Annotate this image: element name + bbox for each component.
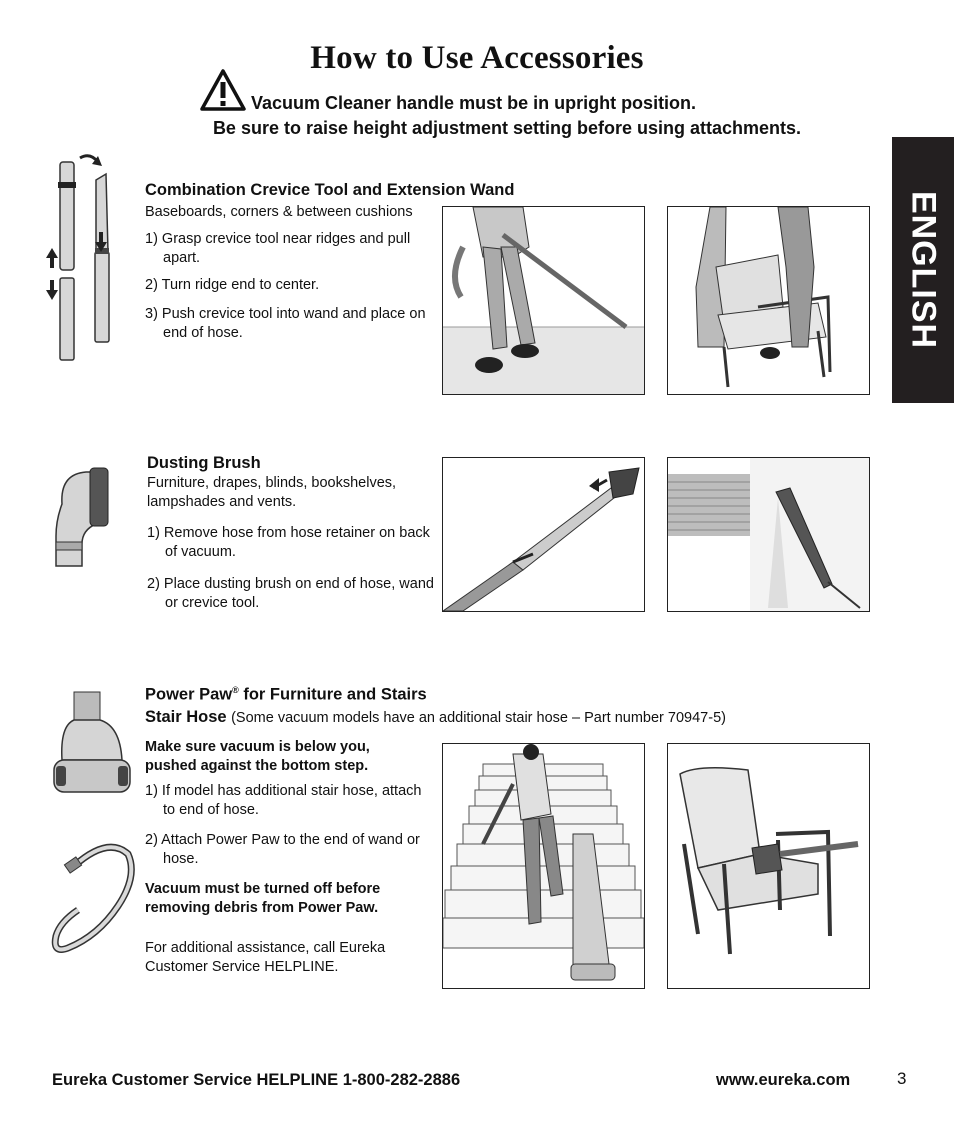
- powerpaw-step-2: 2) Attach Power Paw to the end of wand or hose.: [145, 832, 420, 867]
- dusting-heading: Dusting Brush: [147, 454, 261, 472]
- crevice-subtitle: Baseboards, corners & between cushions: [145, 204, 413, 220]
- page-title: How to Use Accessories: [310, 40, 644, 76]
- stair-hose-line: [145, 708, 726, 727]
- crevice-heading: Combination Crevice Tool and Extension Wand: [145, 181, 515, 199]
- warning-upright-handle: Vacuum Cleaner handle must be in upright position.: [251, 93, 697, 113]
- power-paw-icon: [50, 690, 132, 798]
- warning-height-adjustment: Be sure to raise height adjustment setting before using attachments.: [212, 118, 802, 138]
- dusting-brush-icon: [52, 464, 112, 570]
- powerpaw-bold-note-turn-off: Vacuum must be turned off before removing debris from Power Paw.: [145, 881, 381, 916]
- illustration-blinds-dusting: [667, 457, 870, 612]
- stair-hose-icon: [48, 836, 138, 958]
- powerpaw-step-1: 1) If model has additional stair hose, attach to end of hose.: [145, 783, 422, 818]
- crevice-tool-icon: [42, 152, 122, 367]
- footer-helpline: Eureka Customer Service HELPLINE 1-800-282-2886: [52, 1071, 461, 1089]
- illustration-chair-cushion-cleaning: [667, 206, 870, 395]
- illustration-furniture-powerpaw: [667, 743, 870, 989]
- page-number: 3: [897, 1069, 907, 1088]
- stair-hose-label: Stair Hose: [145, 708, 227, 726]
- language-tab: [892, 137, 954, 403]
- powerpaw-bold-note-position: Make sure vacuum is below you, pushed against the bottom step.: [145, 739, 370, 774]
- dusting-step-2: 2) Place dusting brush on end of hose, wand or crevice tool.: [147, 576, 434, 611]
- crevice-step-1: 1) Grasp crevice tool near ridges and pull apart.: [145, 231, 411, 266]
- powerpaw-heading-suffix: for Furniture and Stairs: [238, 685, 427, 704]
- crevice-step-3: 3) Push crevice tool into wand and place on end of hose.: [145, 306, 426, 341]
- warning-triangle-icon: [200, 68, 246, 117]
- dusting-subtitle: Furniture, drapes, blinds, bookshelves, lampshades and vents.: [147, 475, 397, 510]
- powerpaw-heading: [145, 685, 427, 705]
- powerpaw-heading-name: Power Paw: [145, 685, 233, 704]
- illustration-baseboard-cleaning: [442, 206, 645, 395]
- dusting-step-1: 1) Remove hose from hose retainer on back of vacuum.: [147, 525, 430, 560]
- powerpaw-assistance: For additional assistance, call Eureka Customer Service HELPLINE.: [145, 940, 386, 975]
- illustration-brush-attach: [442, 457, 645, 612]
- crevice-step-2: 2) Turn ridge end to center.: [145, 277, 320, 293]
- stair-hose-note: (Some vacuum models have an additional stair hose – Part number 70947-5): [231, 710, 726, 726]
- language-tab-label: ENGLISH: [904, 190, 943, 350]
- registered-mark: ®: [232, 685, 239, 695]
- illustration-stair-cleaning: [442, 743, 645, 989]
- footer-website[interactable]: www.eureka.com: [716, 1071, 851, 1089]
